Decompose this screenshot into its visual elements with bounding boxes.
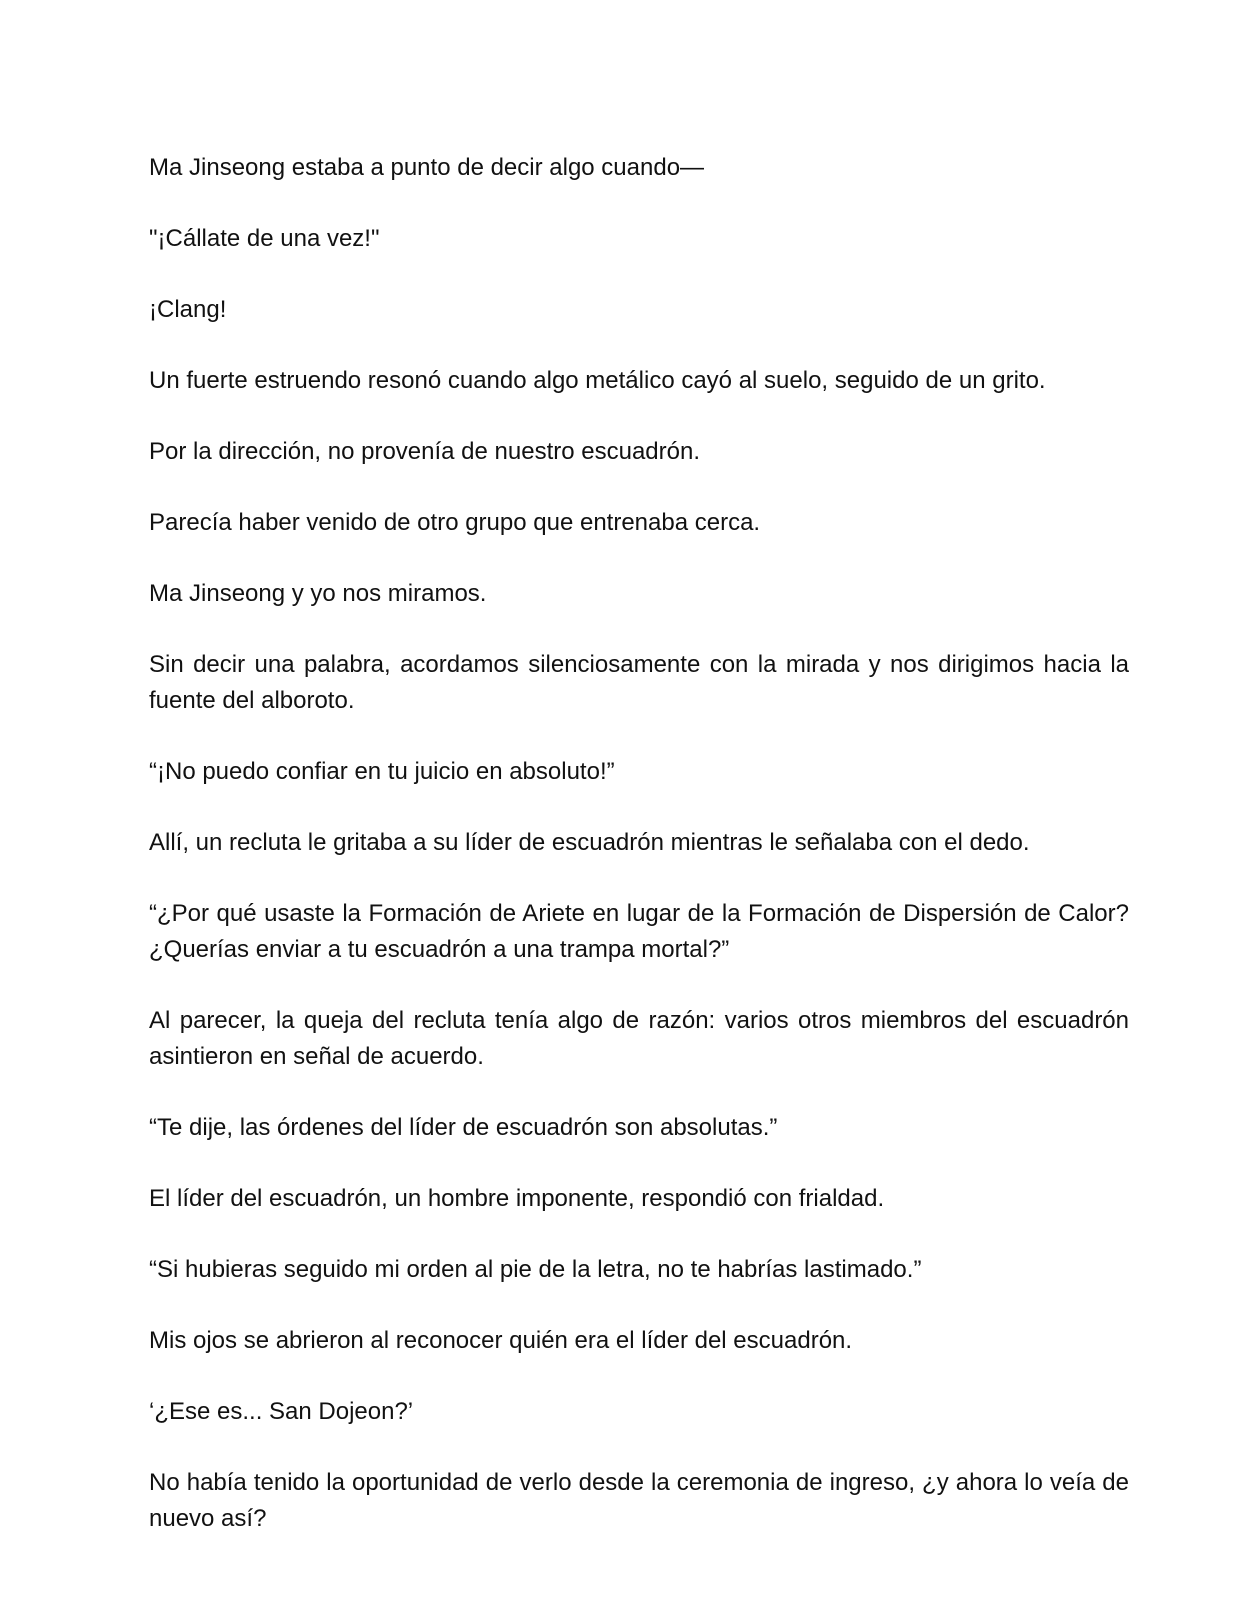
paragraph: “¡No puedo confiar en tu juicio en absoluto!” [149, 758, 615, 785]
paragraph: Mis ojos se abrieron al reconocer quién era el líder del escuadrón. [149, 1327, 853, 1354]
paragraph: ¡Clang! [149, 296, 227, 323]
paragraph: “¿Por qué usaste la Formación de Ariete en lugar de la Formación de Dispersión de Calor? ¿Querías enviar a tu escuadrón a una trampa mortal?” [149, 900, 1129, 963]
paragraph: Allí, un recluta le gritaba a su líder de escuadrón mientras le señalaba con el dedo. [149, 829, 1030, 856]
paragraph: Al parecer, la queja del recluta tenía algo de razón: varios otros miembros del escuadrón asintieron en señal de acuerdo. [149, 1007, 1129, 1070]
paragraph: Por la dirección, no provenía de nuestro escuadrón. [149, 438, 701, 465]
paragraph: “Te dije, las órdenes del líder de escuadrón son absolutas.” [149, 1114, 778, 1141]
paragraph: No había tenido la oportunidad de verlo desde la ceremonia de ingreso, ¿y ahora lo veía de nuevo así? [149, 1469, 1129, 1532]
paragraph: “Si hubieras seguido mi orden al pie de la letra, no te habrías lastimado.” [149, 1256, 922, 1283]
paragraph: Sin decir una palabra, acordamos silenciosamente con la mirada y nos dirigimos hacia la fuente del alboroto. [149, 651, 1129, 714]
paragraph: ‘¿Ese es... San Dojeon?’ [149, 1398, 414, 1425]
paragraph: Ma Jinseong estaba a punto de decir algo cuando— [149, 154, 705, 181]
paragraph: El líder del escuadrón, un hombre imponente, respondió con frialdad. [149, 1185, 885, 1212]
paragraph: Ma Jinseong y yo nos miramos. [149, 580, 487, 607]
paragraph: Parecía haber venido de otro grupo que entrenaba cerca. [149, 509, 761, 536]
paragraph: "¡Cállate de una vez!" [149, 225, 380, 252]
paragraph: Un fuerte estruendo resonó cuando algo metálico cayó al suelo, seguido de un grito. [149, 367, 1046, 394]
document-body [149, 150, 1129, 1537]
